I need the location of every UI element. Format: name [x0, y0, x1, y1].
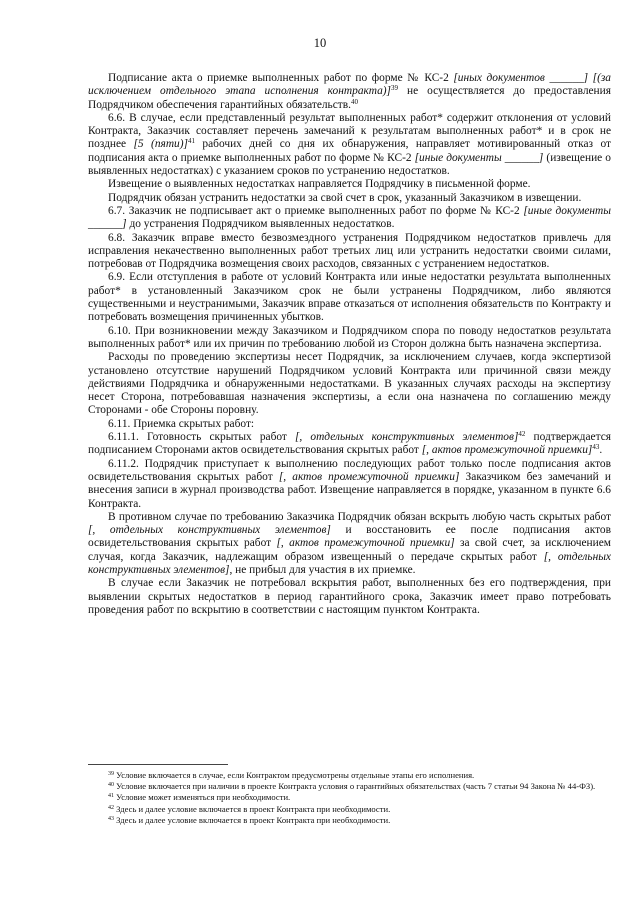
text-run: . — [599, 444, 603, 457]
text-run: 6.11.1. Готовность скрытых работ — [108, 431, 295, 444]
text-run: Подрядчик обязан устранить недостатки за свой счет в срок, указанный Заказчиком в извещении. — [108, 191, 582, 204]
text-run: 6.9. Если отступления в работе от условий Контракта или иные недостатки результата выполненных работ* в установленный Заказчиком срок не были устранены Подрядчиком, либо являются существенными и неустранимыми, Заказчик вправе отказаться от исполнения обязательств по Контракту и потребовать возмещения причиненных убытков. — [88, 271, 611, 324]
text-run: [, отдельных конструктивных элементов] — [88, 524, 331, 537]
page-number: 10 — [313, 36, 327, 50]
text-run: Расходы по проведению экспертизы несет Подрядчик, за исключением случаев, когда экспертизой установлено отсутствие нарушений Подрядчиком условий Контракта или причинной связи между действиями Подрядчика и обнаруженными недостатками. В указанных случаях расходы на экспертизу несет Сторона, потребовавшая назначения экспертизы, а если она назначена по соглашению между Сторонами - обе Стороны поровну. — [88, 351, 611, 417]
paragraph-6-7 — [88, 205, 611, 232]
text-run: [, актов промежуточной приемки] — [276, 537, 455, 550]
text-run: 6.10. При возникновении между Заказчиком и Подрядчиком спора по поводу недостатков результата выполненных работ* или их причин по требованию любой из Сторон должна быть назначена экспертиза. — [88, 324, 611, 350]
paragraph-contractor-fix — [88, 192, 611, 205]
text-run: 6.8. Заказчик вправе вместо безвозмездного устранения Подрядчиком недостатков привлечь для исправления некачественно выполненных работ третьих лиц или устранить недостатки своими силами, потребовав от Подрядчика возмещения своих расходов, связанных с устранением недостатков. — [88, 231, 611, 271]
footnote-ref: 39 — [391, 84, 398, 93]
text-run: [, актов промежуточной приемки] — [278, 470, 460, 483]
text-run: [иные документы ______] — [414, 151, 544, 164]
footnote-43: $^{43}$ Здесь и далее условие включается в проект Контракта при необходимости. — [108, 814, 391, 825]
paragraph-act-signing — [88, 72, 611, 112]
paragraph-6-9 — [88, 271, 611, 324]
footnote-separator — [88, 764, 228, 765]
text-run: за свой счет, за исключением случая, когда Заказчик, надлежащим образом извещенный о передаче скрытых работ — [88, 537, 611, 563]
text-run: В противном случае по требованию Заказчика Подрядчик обязан вскрыть любую часть скрытых работ — [108, 510, 611, 523]
text-run: 6.11.2. Подрядчик приступает к выполнению последующих работ только после подписания актов освидетельствования скрытых работ — [88, 457, 611, 483]
footnotes — [88, 770, 611, 826]
text-run: [, отдельных конструктивных элементов] — [88, 550, 611, 576]
text-run: 6.6. В случае, если представленный результат выполненных работ* содержит отклонения от условий Контракта, Заказчик составляет перечень замечаний к результатам выполненных работ* и в срок не позднее — [88, 111, 611, 151]
text-run: [, актов промежуточной приемки] — [421, 444, 593, 457]
text-run: Подписание акта о приемке выполненных работ по форме № КС-2 — [108, 72, 454, 84]
text-run: (извещение о выявленных недостатках) с указанием сроков по устранению недостатков. — [88, 151, 611, 178]
footnote-ref: 42 — [518, 430, 526, 439]
paragraph-6-6 — [88, 112, 611, 178]
paragraph-6-10 — [88, 325, 611, 352]
text-run: , не прибыл для участия в их приемке. — [229, 563, 416, 576]
footnote-40: $^{40}$ Условие включается при наличии в проекте Контракта условия о гарантийных обязательствах (часть 7 статьи 94 Закона № 44-ФЗ). — [108, 781, 596, 792]
text-run: не осуществляется до предоставления Подрядчиком обеспечения гарантийных обязательств. — [88, 85, 611, 111]
footnote-41: $^{41}$ Условие может изменяться при необходимости. — [108, 792, 291, 803]
footnote-39: $^{39}$ Условие включается в случае, если Контрактом предусмотрены отдельные этапы его исполнения. — [108, 770, 475, 780]
text-run: 6.11. Приемка скрытых работ: — [108, 417, 255, 430]
text-run: до устранения Подрядчиком выявленных недостатков. — [126, 218, 395, 231]
text-run: [, отдельных конструктивных элементов] — [295, 431, 519, 444]
text-run: и восстановить ее после подписания актов освидетельствования скрытых работ — [88, 524, 611, 550]
paragraph-6-11-1 — [88, 431, 611, 458]
text-run: [иные документы ______] — [88, 204, 611, 231]
text-run: Заказчиком без замечаний и внесения записи в журнал производства работ. Извещение направляется в порядке, указанном в пункте 6.6 Контракта. — [88, 470, 611, 510]
text-run: рабочих дней со дня их обнаружения, направляет мотивированный отказ от подписания акта о приемке выполненных работ по форме № КС-2 — [88, 138, 611, 164]
paragraph-expertise-costs — [88, 351, 611, 417]
paragraph-6-11 — [88, 418, 611, 431]
paragraph-otherwise — [88, 511, 611, 577]
footnote-ref: 40 — [351, 97, 359, 106]
paragraph-defect-notice — [88, 178, 611, 191]
contract-body-text — [88, 72, 611, 617]
footnote-42: $^{42}$ Здесь и далее условие включается в проект Контракта при необходимости. — [108, 803, 391, 814]
paragraph-6-8 — [88, 232, 611, 272]
text-run: В случае если Заказчик не потребовал вскрытия работ, выполненных без его подтверждения, при выявлении скрытых недостатков в период гарантийного срока, Заказчик имеет право потребовать проведения работ по вскрытию в соответствии с настоящим пунктом Контракта. — [88, 577, 611, 616]
paragraph-6-11-2 — [88, 458, 611, 511]
footnote-ref: 41 — [187, 137, 195, 146]
text-run: подтверждается подписанием Сторонами актов освидетельствования скрытых работ — [88, 431, 611, 457]
footnote-ref: 43 — [592, 443, 600, 452]
text-run: Извещение о выявленных недостатках направляется Подрядчику в письменной форме. — [108, 178, 531, 191]
paragraph-opening-works — [88, 577, 611, 617]
text-run: [иных документов ______] [(за исключением отдельного этапа исполнения контракта)] — [88, 72, 611, 98]
text-run: 6.7. Заказчик не подписывает акт о приемке выполненных работ по форме № КС-2 — [108, 204, 524, 217]
text-run: [5 (пяти)] — [133, 138, 188, 151]
